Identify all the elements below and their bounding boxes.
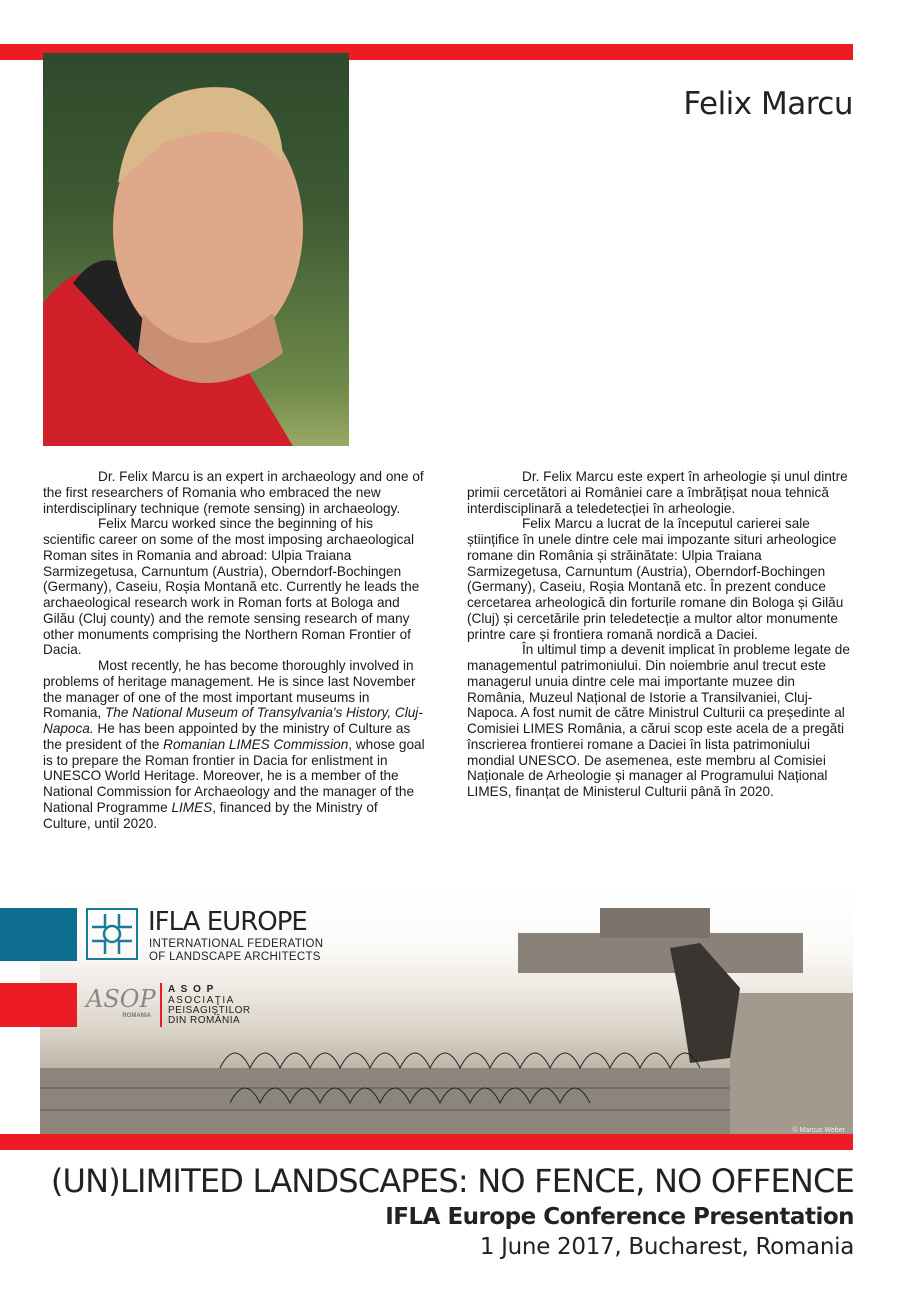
text: He has been appointed by the ministry of Culture as the president of the [43, 721, 411, 752]
ifla-europe-title: IFLA EUROPE [148, 907, 307, 937]
asop-mark: ASOP [86, 985, 156, 1013]
asop-line-4: DIN ROMÂNIA [168, 1015, 241, 1026]
bio-ro-paragraph-1: Dr. Felix Marcu este expert în arheologie și unul dintre primii cercetători ai României care a îmbrățișat noua tehnică interdisciplinară a teledetecției în arheologie. [467, 469, 848, 516]
conference-subtitle: IFLA Europe Conference Presentation [385, 1204, 854, 1230]
commission-name: Romanian LIMES Commission [163, 736, 349, 752]
museum-name: The National Museum of Transylvania's History, Cluj-Napoca. [43, 705, 423, 736]
text: , financed by the Ministry of Culture, until 2020. [43, 799, 378, 831]
text: Most recently, he has become thoroughly involved in problems of heritage management. He is since last November the manager of one of the most important museums in Romania, [43, 658, 416, 721]
asop-logo [86, 985, 156, 1027]
bottom-red-bar [0, 1134, 853, 1150]
conference-date: 1 June 2017, Bucharest, Romania [479, 1234, 854, 1260]
asop-acronym: A S O P [168, 984, 215, 995]
asop-country: ROMANIA [122, 1013, 151, 1019]
conference-title: (UN)LIMITED LANDSCAPES: NO FENCE, NO OFFENCE [50, 1162, 854, 1200]
biography-romanian [467, 469, 851, 800]
text: , whose goal is to prepare the Roman frontier in Dacia for enlistment in UNESCO World Heritage. Moreover, he is a member of the National Commission for Archaeology and the manager of the National Programme [43, 736, 425, 815]
bio-en-paragraph-1: Dr. Felix Marcu is an expert in archaeology and one of the first researchers of Romania who embraced the new interdisciplinary technique (remote sensing) in archaeology. [43, 469, 424, 516]
asop-line-2: ASOCIAŢIA [168, 995, 235, 1006]
bio-en-paragraph-3 [43, 658, 427, 831]
bio-ro-paragraph-2: Felix Marcu a lucrat de la începutul carierei sale științifice în unele dintre cele mai impozante situri arheologice romane din România și străinătate: Ulpia Traiana Sarmizegetusa, Carnuntum (Austria), Oberndorf-Bochingen (Germany), Caseiu, Roșia Montană etc. În prezent conduce cercetarea arheologică din forturile romane din Bologa și Gilău (Cluj) și cercetările prin teledetecție a multor altor monumente printre care și frontiera romană nordică a Daciei. [467, 516, 844, 642]
bio-ro-paragraph-3: În ultimul timp a devenit implicat în probleme legate de managementul patrimoniului. Din noiembrie anul trecut este managerul unuia dintre cele mai importante muzee din România, Muzeul Național de Istorie a Transilvaniei, Cluj-Napoca. A fost numit de către Ministrul Culturii ca președinte al Comisiei LIMES România, a cărui scop este acela de a pregăti înscrierea frontierei romane a Daciei în lista patrimoniului mondial UNESCO. De asemenea, este membru al Comisiei Naționale de Arheologie și manager al Programului Național LIMES, finanțat de Ministerul Culturii până în 2020. [467, 642, 850, 799]
ifla-subtitle-2: OF LANDSCAPE ARCHITECTS [149, 951, 321, 963]
bio-en-paragraph-2: Felix Marcu worked since the beginning of his scientific career on some of the most imposing archaeological Roman sites in Romania and abroad: Ulpia Traiana Sarmizegetusa, Carnuntum (Austria), Oberndorf-Bochingen (Germany), Caseiu, Roșia Montană etc. Currently he leads the archaeological research work in Roman forts at Bologa and Gilău (Cluj county) and the remote sensing research of many other monuments comprising the Northern Roman Frontier of Dacia. [43, 516, 420, 658]
red-accent-block [0, 983, 77, 1027]
person-name: Felix Marcu [683, 86, 853, 122]
programme-name: LIMES [171, 799, 213, 815]
biography-english [43, 469, 427, 831]
blue-accent-block [0, 908, 77, 961]
asop-divider [160, 983, 162, 1027]
ifla-logo-icon [86, 908, 138, 960]
asop-line-3: PEISAGIŞTILOR [168, 1005, 251, 1016]
portrait-photo [43, 53, 349, 446]
ifla-subtitle-1: INTERNATIONAL FEDERATION [149, 938, 324, 950]
photo-credit: © Marcus Weber [792, 1127, 845, 1134]
